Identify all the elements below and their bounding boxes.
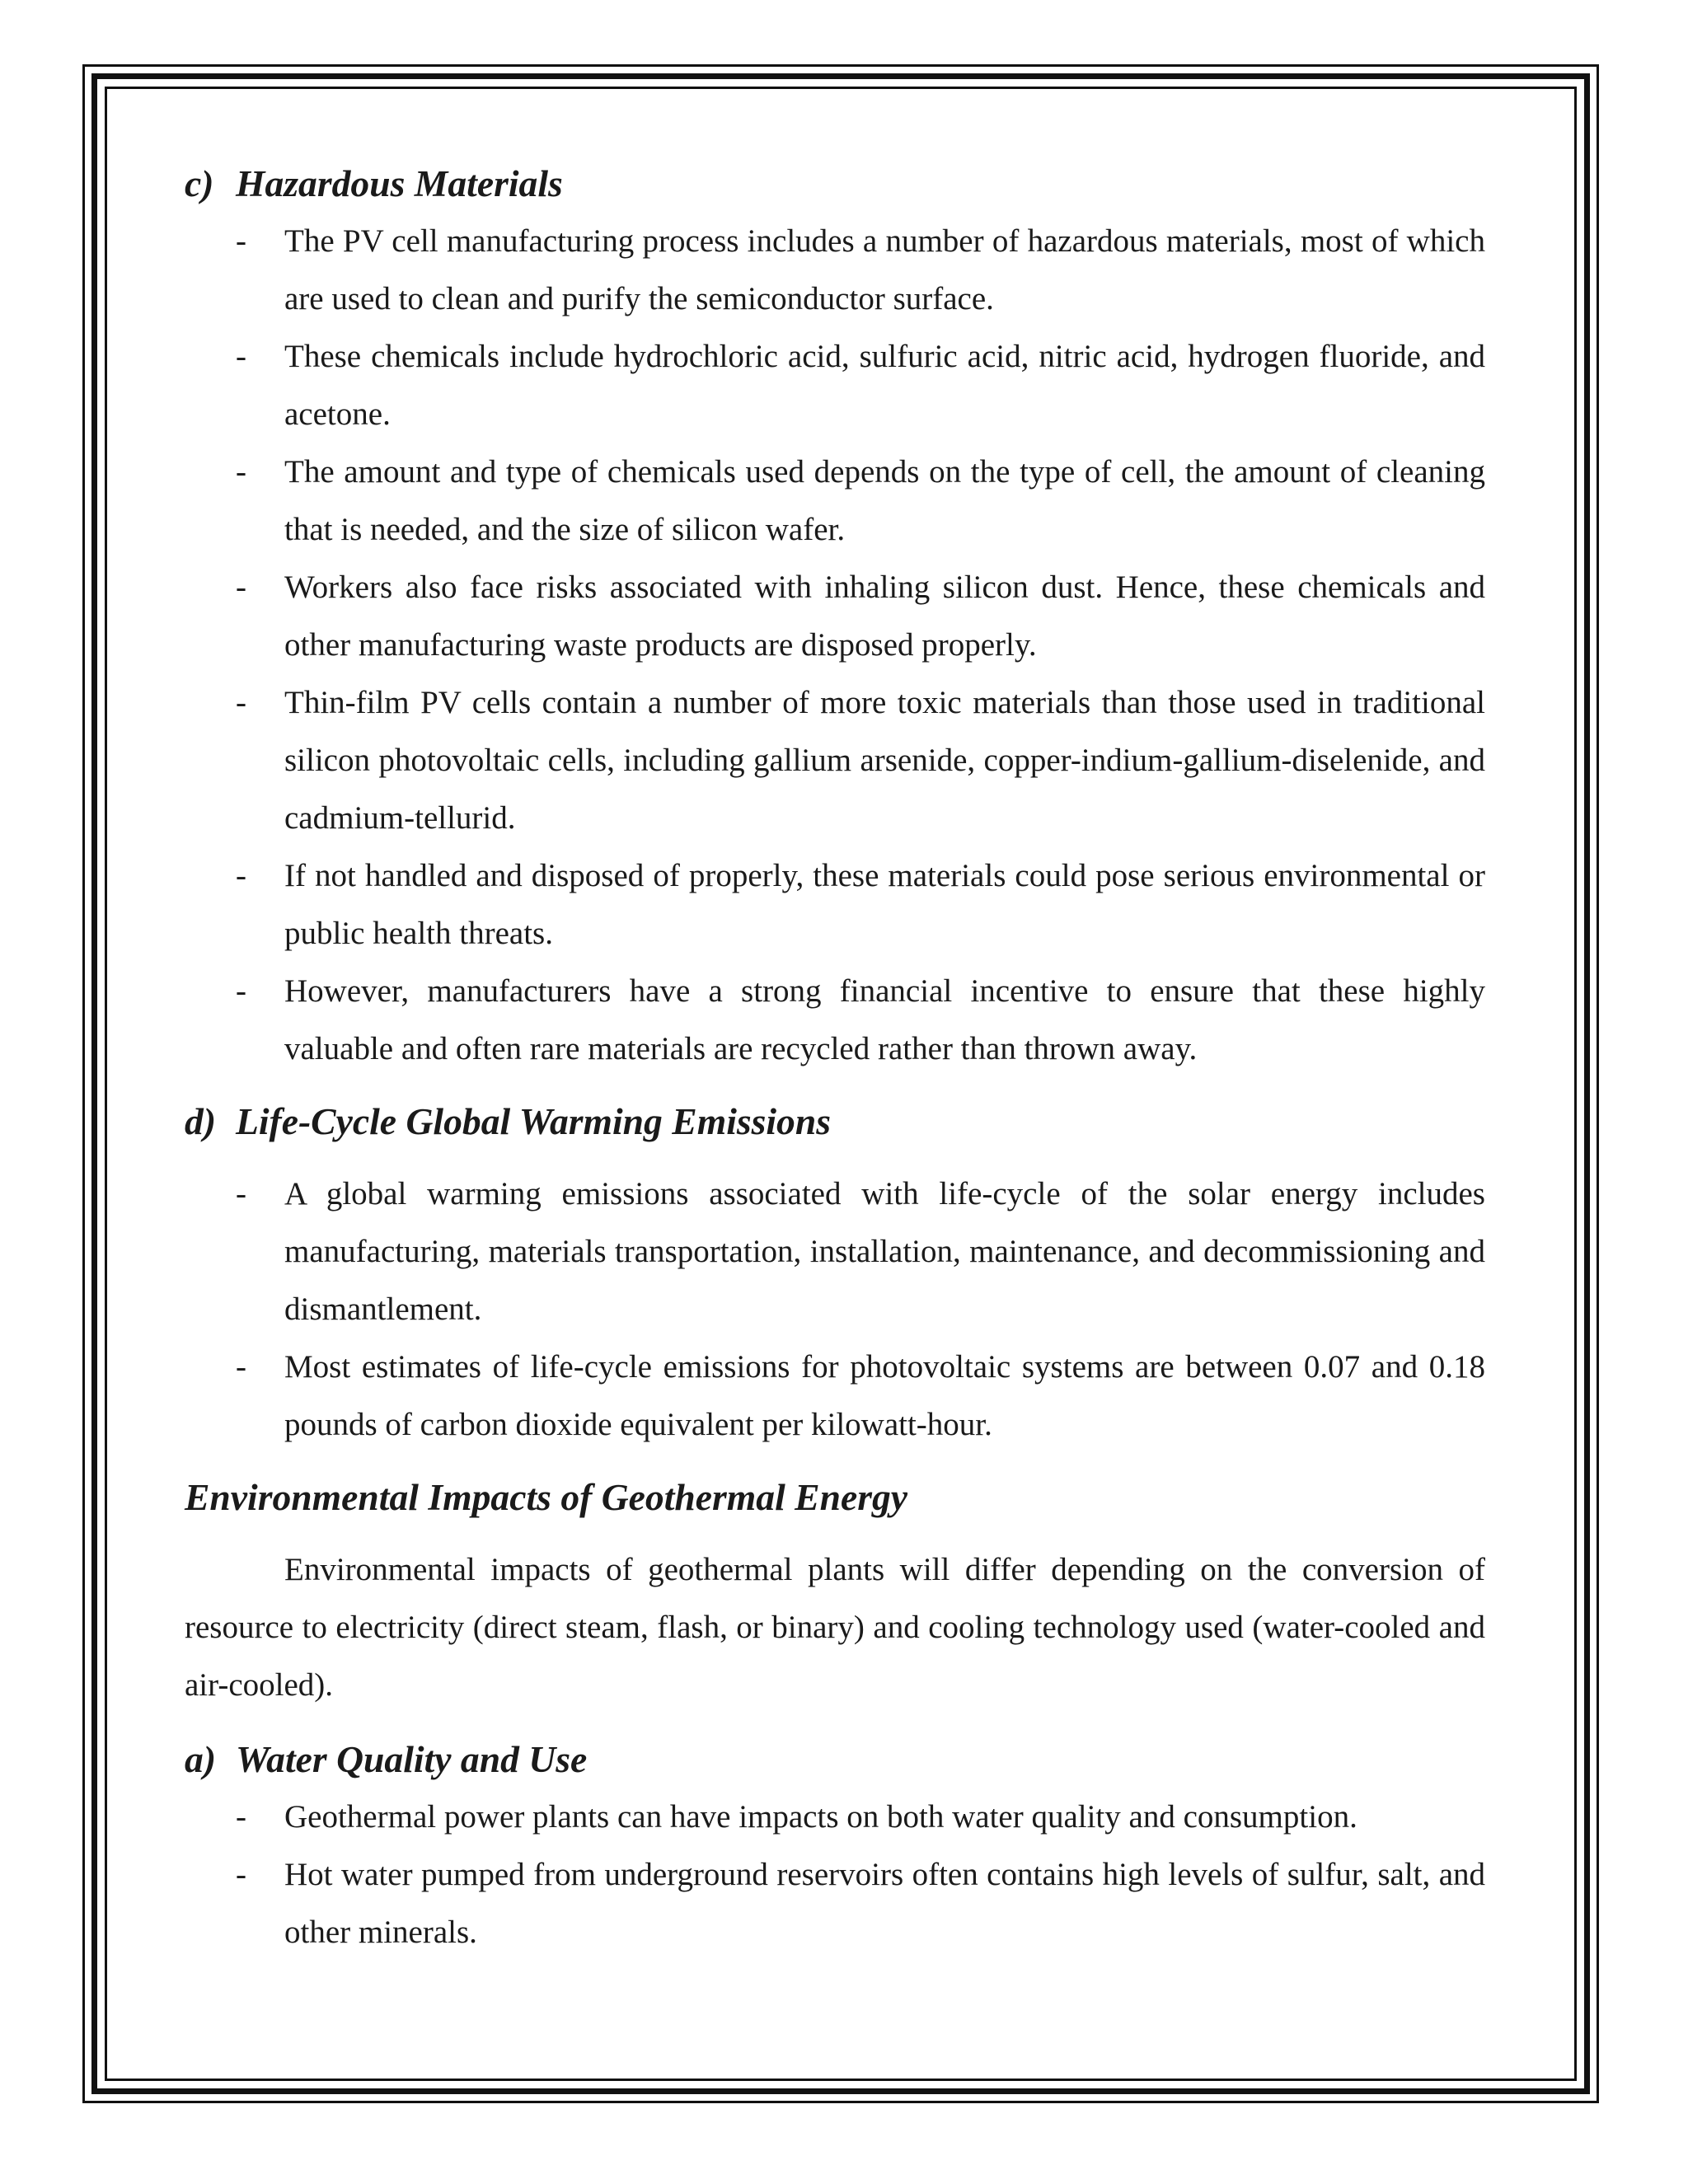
spacer — [185, 1078, 1485, 1093]
list-item — [185, 847, 1485, 963]
section-heading-hazardous-materials — [185, 155, 1485, 213]
list-item-text: The PV cell manufacturing process includes a number of hazardous materials, most of which are used to clean and purify the semiconductor surface. — [284, 223, 1485, 316]
dash-marker: - — [236, 569, 246, 605]
list-item — [185, 1338, 1485, 1454]
list-item-text: Hot water pumped from underground reservoirs often contains high levels of sulfur, salt, and other minerals. — [284, 1857, 1485, 1950]
list-item-text: Thin-film PV cells contain a number of more toxic materials than those used in traditional silicon photovoltaic cells, including gallium arsenide, copper-indium-gallium-diselenide, and cadmium-tellurid. — [284, 685, 1485, 836]
spacer — [185, 1526, 1485, 1541]
list-item — [185, 1165, 1485, 1338]
dash-marker: - — [236, 1857, 246, 1892]
section-letter: d) — [185, 1100, 217, 1142]
geothermal-heading — [185, 1469, 1485, 1526]
section-heading-life-cycle-emissions — [185, 1093, 1485, 1151]
section-letter: c) — [185, 162, 214, 204]
list-item-text: Most estimates of life-cycle emissions for photovoltaic systems are between 0.07 and 0.18 pounds of carbon dioxide equivalent per kilowatt-hour. — [284, 1349, 1485, 1442]
list-item — [185, 328, 1485, 443]
list-item-text: Workers also face risks associated with inhaling silicon dust. Hence, these chemicals and other manufacturing waste products are disposed properly. — [284, 569, 1485, 663]
bullet-list-hazardous-materials — [185, 213, 1485, 1078]
list-item — [185, 1846, 1485, 1961]
geothermal-title: Environmental Impacts of Geothermal Energy — [185, 1476, 908, 1518]
dash-marker: - — [236, 223, 246, 259]
list-item — [185, 443, 1485, 559]
list-item — [185, 213, 1485, 328]
section-letter: a) — [185, 1738, 217, 1780]
document-body — [185, 155, 1485, 1961]
list-item — [185, 1788, 1485, 1846]
dash-marker: - — [236, 685, 246, 720]
spacer — [185, 1714, 1485, 1731]
list-item-text: A global warming emissions associated with life-cycle of the solar energy includes manufacturing, materials transportation, installation, maintenance, and decommissioning and dismantlement. — [284, 1176, 1485, 1327]
list-item — [185, 963, 1485, 1078]
section-title: Hazardous Materials — [236, 162, 563, 204]
list-item — [185, 674, 1485, 847]
section-heading-water-quality — [185, 1731, 1485, 1788]
list-item-text: However, manufacturers have a strong financial incentive to ensure that these highly valuable and often rare materials are recycled rather than thrown away. — [284, 973, 1485, 1066]
spacer — [185, 1151, 1485, 1165]
dash-marker: - — [236, 973, 246, 1009]
list-item — [185, 559, 1485, 674]
dash-marker: - — [236, 1799, 246, 1835]
bullet-list-life-cycle-emissions — [185, 1165, 1485, 1454]
dash-marker: - — [236, 1176, 246, 1212]
dash-marker: - — [236, 1349, 246, 1385]
list-item-text: These chemicals include hydrochloric acid, sulfuric acid, nitric acid, hydrogen fluoride, and acetone. — [284, 339, 1485, 432]
dash-marker: - — [236, 454, 246, 490]
list-item-text: Geothermal power plants can have impacts on both water quality and consumption. — [284, 1799, 1357, 1835]
geothermal-paragraph: Environmental impacts of geothermal plants will differ depending on the conversion of resource to electricity (direct steam, flash, or binary) and cooling technology used (water-cooled and air-cooled). — [185, 1552, 1485, 1703]
dash-marker: - — [236, 339, 246, 374]
section-title: Water Quality and Use — [236, 1738, 588, 1780]
dash-marker: - — [236, 858, 246, 893]
list-item-text: If not handled and disposed of properly, these materials could pose serious environmental or public health threats. — [284, 858, 1485, 951]
section-title: Life-Cycle Global Warming Emissions — [236, 1100, 832, 1142]
bullet-list-water-quality — [185, 1788, 1485, 1961]
spacer — [185, 1454, 1485, 1469]
list-item-text: The amount and type of chemicals used depends on the type of cell, the amount of cleaning that is needed, and the size of silicon wafer. — [284, 454, 1485, 547]
